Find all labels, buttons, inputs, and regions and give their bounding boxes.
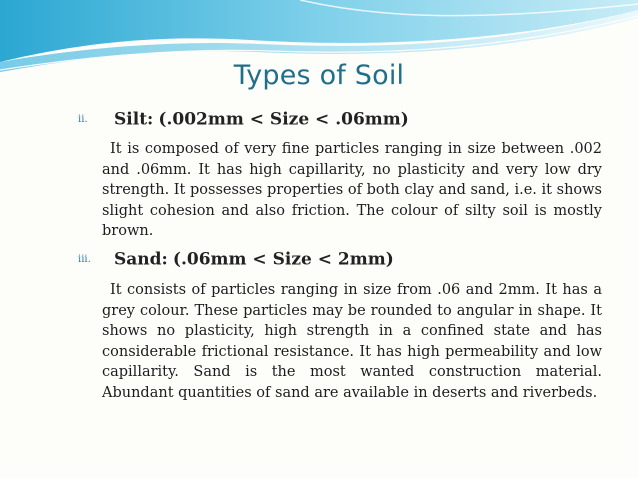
sand-text: It consists of particles ranging in size from .06 and 2mm. It has a grey colour. These particles may be rounded to angular in shape. It shows no plasticity, high strength in a confined state and has considerable frictional resistance. It has high permeability and low capillarity. Sand is the most wanted construction material. Abundant quantities of sand are available in deserts and riverbeds. bbox=[102, 282, 602, 401]
silt-title: Silt: bbox=[114, 109, 154, 130]
slide-title: Types of Soil bbox=[233, 60, 405, 91]
silt-description bbox=[102, 139, 602, 242]
silt-size-range: (.002mm < Size < .06mm) bbox=[158, 109, 409, 130]
list-numeral: iii. bbox=[78, 254, 91, 265]
silt-heading bbox=[78, 109, 409, 130]
sand-title: Sand: bbox=[114, 249, 168, 270]
sand-size-range: (.06mm < Size < 2mm) bbox=[172, 249, 394, 270]
silt-text: It is composed of very fine particles ranging in size between .002 and .06mm. It has high capillarity, no plasticity and very low dry strength. It possesses properties of both clay and sand, i.e. it shows slight cohesion and also friction. The colour of silty soil is mostly brown. bbox=[102, 141, 602, 239]
list-numeral: ii. bbox=[78, 114, 88, 125]
sand-description bbox=[102, 280, 602, 403]
sand-heading bbox=[78, 249, 394, 270]
